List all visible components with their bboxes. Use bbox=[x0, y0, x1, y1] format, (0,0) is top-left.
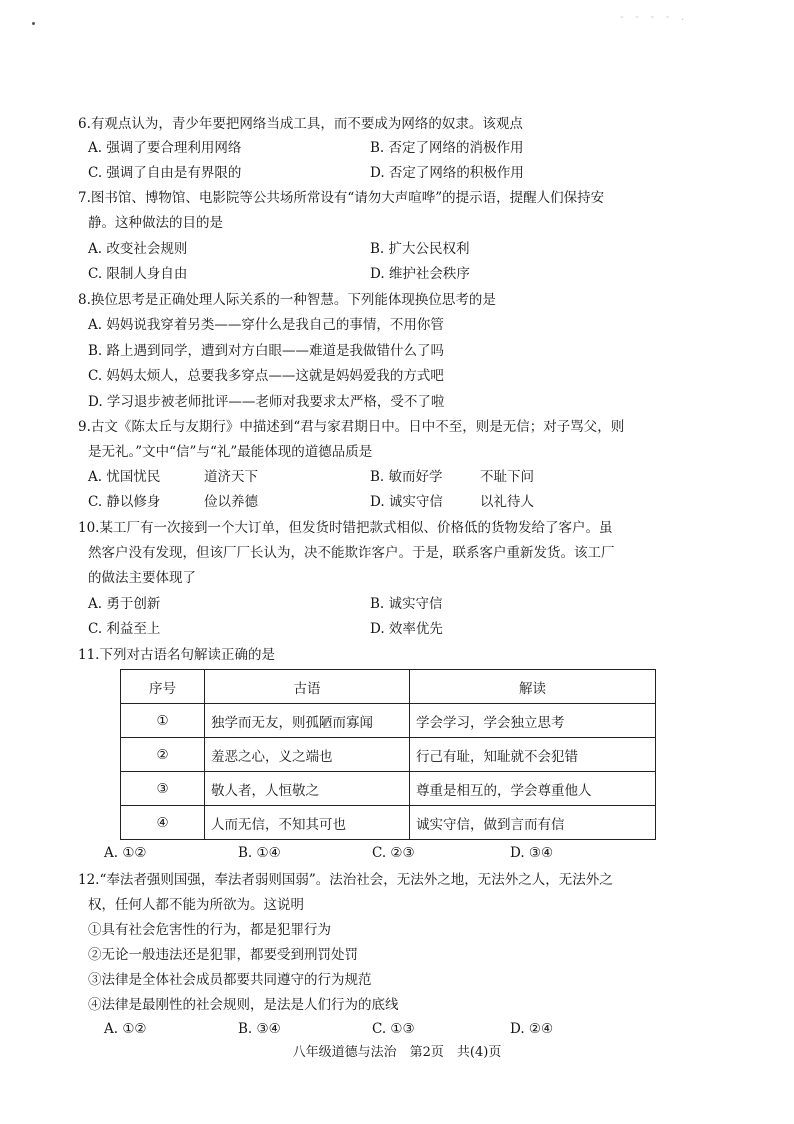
table-cell-saying: 独学而无友，则孤陋而寡闻 bbox=[205, 704, 410, 738]
q6-option-a: A. 强调了要合理利用网络 bbox=[88, 140, 242, 156]
table-row bbox=[121, 704, 656, 738]
question-8-stem: 8.换位思考是正确处理人际关系的一种智慧。下列能体现换位思考的是 bbox=[78, 292, 496, 308]
table-cell-number: ② bbox=[121, 738, 205, 772]
question-6-stem: 6.有观点认为，青少年要把网络当成工具，而不要成为网络的奴隶。该观点 bbox=[78, 116, 523, 132]
question-9-stem-line1: 9.古文《陈太丘与友期行》中描述到“君与家君期日中。日中不至，则是无信；对子骂父，则 bbox=[78, 419, 625, 435]
scan-speck bbox=[32, 22, 35, 25]
table-header-cell: 解读 bbox=[410, 670, 656, 704]
q7-option-a: A. 改变社会规则 bbox=[88, 241, 188, 257]
corner-mark: - - - - . bbox=[620, 10, 689, 23]
q9-option-d-part1: D. 诚实守信 bbox=[370, 494, 443, 510]
table-cell-interpretation: 行己有耻，知耻就不会犯错 bbox=[410, 738, 656, 772]
q9-option-b bbox=[370, 465, 534, 490]
q9-option-c bbox=[88, 490, 258, 515]
question-7-stem-line2: 静。这种做法的目的是 bbox=[88, 215, 223, 231]
q10-option-d: D. 效率优先 bbox=[370, 621, 443, 637]
q6-option-d: D. 否定了网络的积极作用 bbox=[370, 165, 524, 181]
question-12-stem-line2: 权，任何人都不能为所欲为。这说明 bbox=[88, 897, 304, 913]
table-header-row bbox=[121, 670, 656, 704]
question-9-stem-line2: 是无礼。”文中“信”与“礼”最能体现的道德品质是 bbox=[88, 444, 373, 460]
table-header-cell: 古语 bbox=[205, 670, 410, 704]
q11-option-a: A. ①② bbox=[104, 845, 147, 861]
table-cell-number: ③ bbox=[121, 772, 205, 806]
q6-option-b: B. 否定了网络的消极作用 bbox=[370, 140, 524, 156]
q11-option-c: C. ②③ bbox=[372, 845, 415, 861]
table-cell-number: ④ bbox=[121, 806, 205, 840]
q8-option-a: A. 妈妈说我穿着另类——穿什么是我自己的事情，不用你管 bbox=[88, 317, 444, 333]
q11-option-d: D. ③④ bbox=[510, 845, 554, 861]
question-10-stem-line2: 然客户没有发现，但该厂厂长认为，决不能欺诈客户。于是，联系客户重新发货。该工厂 bbox=[88, 545, 615, 561]
q9-option-d-part2: 以礼待人 bbox=[480, 494, 534, 510]
q8-option-b: B. 路上遇到同学，遭到对方白眼——难道是我做错什么了吗 bbox=[88, 343, 445, 359]
q9-option-b-part1: B. 敏而好学 bbox=[370, 469, 443, 485]
q8-option-d: D. 学习退步被老师批评——老师对我要求太严格，受不了啦 bbox=[88, 394, 445, 410]
table-cell-interpretation: 尊重是相互的，学会尊重他人 bbox=[410, 772, 656, 806]
q10-option-b: B. 诚实守信 bbox=[370, 596, 443, 612]
question-7-stem-line1: 7.图书馆、博物馆、电影院等公共场所常设有“请勿大声喧哗”的提示语，提醒人们保持安 bbox=[78, 190, 605, 206]
q9-option-d bbox=[370, 490, 534, 515]
q11-option-b: B. ①④ bbox=[238, 845, 281, 861]
q12-option-c: C. ①③ bbox=[372, 1021, 415, 1037]
q7-option-c: C. 限制人身自由 bbox=[88, 266, 188, 282]
table-cell-interpretation: 学会学习，学会独立思考 bbox=[410, 704, 656, 738]
q12-option-b: B. ③④ bbox=[238, 1021, 281, 1037]
question-11-stem: 11.下列对古语名句解读正确的是 bbox=[78, 647, 275, 663]
q9-option-c-part2: 俭以养德 bbox=[204, 494, 258, 510]
question-10-stem-line3: 的做法主要体现了 bbox=[88, 570, 196, 586]
q9-option-a-part1: A. 忧国忧民 bbox=[88, 469, 161, 485]
q9-option-c-part1: C. 静以修身 bbox=[88, 494, 161, 510]
q9-option-a-part2: 道济天下 bbox=[204, 469, 258, 485]
table-header-cell: 序号 bbox=[121, 670, 205, 704]
table-cell-interpretation: 诚实守信，做到言而有信 bbox=[410, 806, 656, 840]
table-row bbox=[121, 738, 656, 772]
q10-option-a: A. 勇于创新 bbox=[88, 596, 161, 612]
q6-option-c: C. 强调了自由是有界限的 bbox=[88, 165, 242, 181]
q12-option-d: D. ②④ bbox=[510, 1021, 554, 1037]
table-cell-saying: 羞恶之心，义之端也 bbox=[205, 738, 410, 772]
q12-statement-3: ③法律是全体社会成员都要共同遵守的行为规范 bbox=[88, 972, 372, 988]
q8-option-c: C. 妈妈太烦人，总要我多穿点——这就是妈妈爱我的方式吧 bbox=[88, 368, 444, 384]
table-cell-saying: 人而无信，不知其可也 bbox=[205, 806, 410, 840]
q7-option-b: B. 扩大公民权利 bbox=[370, 241, 470, 257]
question-10-stem-line1: 10.某工厂有一次接到一个大订单，但发货时错把款式相似、价格低的货物发给了客户。虽 bbox=[78, 520, 613, 536]
q12-statement-4: ④法律是最刚性的社会规则，是法是人们行为的底线 bbox=[88, 997, 399, 1013]
table-cell-number: ① bbox=[121, 704, 205, 738]
q10-option-c: C. 利益至上 bbox=[88, 621, 161, 637]
page-footer: 八年级道德与法治 第2页 共(4)页 bbox=[292, 1045, 502, 1060]
q7-option-d: D. 维护社会秩序 bbox=[370, 266, 470, 282]
q9-option-a bbox=[88, 465, 258, 490]
q12-option-a: A. ①② bbox=[104, 1021, 147, 1037]
table-row bbox=[121, 806, 656, 840]
question-12-stem-line1: 12.“奉法者强则国强，奉法者弱则国弱”。法治社会，无法外之地，无法外之人，无法外之 bbox=[78, 872, 613, 888]
table-row bbox=[121, 772, 656, 806]
q12-statement-1: ①具有社会危害性的行为，都是犯罪行为 bbox=[88, 922, 331, 938]
q12-statement-2: ②无论一般违法还是犯罪，都要受到刑罚处罚 bbox=[88, 947, 358, 963]
ancient-sayings-table bbox=[120, 669, 656, 840]
table-cell-saying: 敬人者，人恒敬之 bbox=[205, 772, 410, 806]
q9-option-b-part2: 不耻下问 bbox=[480, 469, 534, 485]
